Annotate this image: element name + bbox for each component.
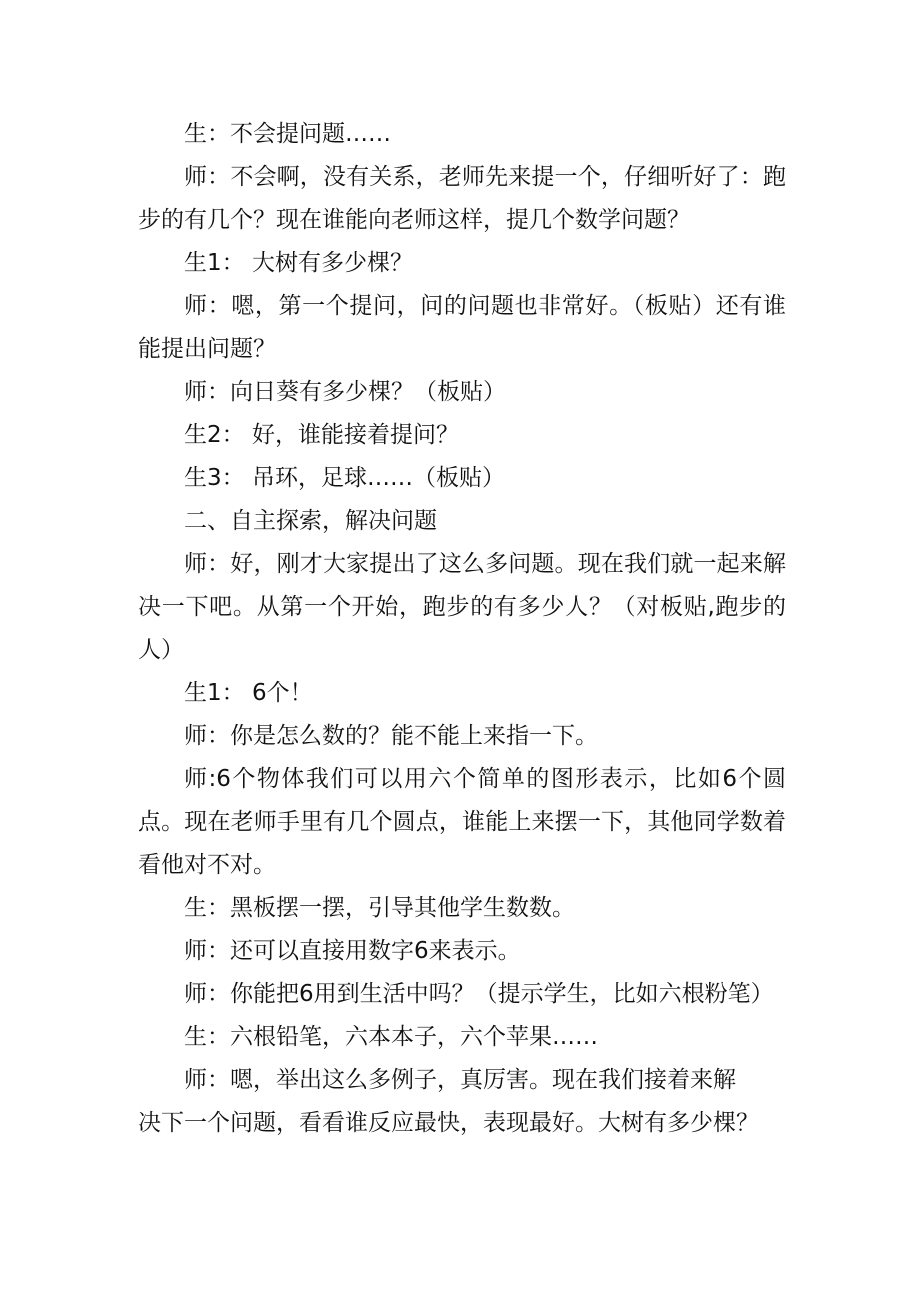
paragraph-line: 决下一个问题，看看谁反应最快，表现最好。大树有多少棵？ xyxy=(138,1110,759,1136)
document-body xyxy=(138,113,786,1145)
paragraph: 师：好，刚才大家提出了这么多问题。现在我们就一起来解决一下吧。从第一个开始，跑步的有多少人？（对板贴,跑步的人） xyxy=(138,551,786,663)
paragraph: 生：黑板摆一摆，引导其他学生数数。 xyxy=(184,895,575,921)
paragraph: 师：你是怎么数的？能不能上来指一下。 xyxy=(184,723,598,749)
paragraph: 师：不会啊，没有关系，老师先来提一个，仔细听好了：跑步的有几个？现在谁能向老师这样，提几个数学问题？ xyxy=(138,164,786,233)
paragraph: 师：还可以直接用数字6来表示。 xyxy=(184,938,521,964)
paragraph: 生：六根铅笔，六本本子，六个苹果…… xyxy=(184,1024,598,1050)
paragraph: 生3： 吊环，足球……（板贴） xyxy=(184,465,505,491)
paragraph: 生1： 6个！ xyxy=(184,680,313,706)
last-paragraph xyxy=(138,1059,786,1145)
paragraph: 师：嗯，第一个提问，问的问题也非常好。（板贴）还有谁能提出问题？ xyxy=(138,293,786,362)
paragraph: 师：向日葵有多少棵？（板贴） xyxy=(184,379,506,405)
paragraph: 生2： 好，谁能接着提问？ xyxy=(184,422,459,448)
paragraph-line: 师：嗯，举出这么多例子，真厉害。现在我们接着来解 xyxy=(184,1067,736,1093)
paragraph: 生1： 大树有多少棵？ xyxy=(184,250,413,276)
section-heading: 二、自主探索，解决问题 xyxy=(184,508,437,534)
paragraph: 师：你能把6用到生活中吗？（提示学生，比如六根粉笔） xyxy=(184,981,774,1007)
paragraph: 师:6个物体我们可以用六个简单的图形表示，比如6个圆点。现在老师手里有几个圆点，谁能上来摆一下，其他同学数着看他对不对。 xyxy=(138,766,786,878)
paragraph: 生：不会提问题…… xyxy=(184,121,391,147)
